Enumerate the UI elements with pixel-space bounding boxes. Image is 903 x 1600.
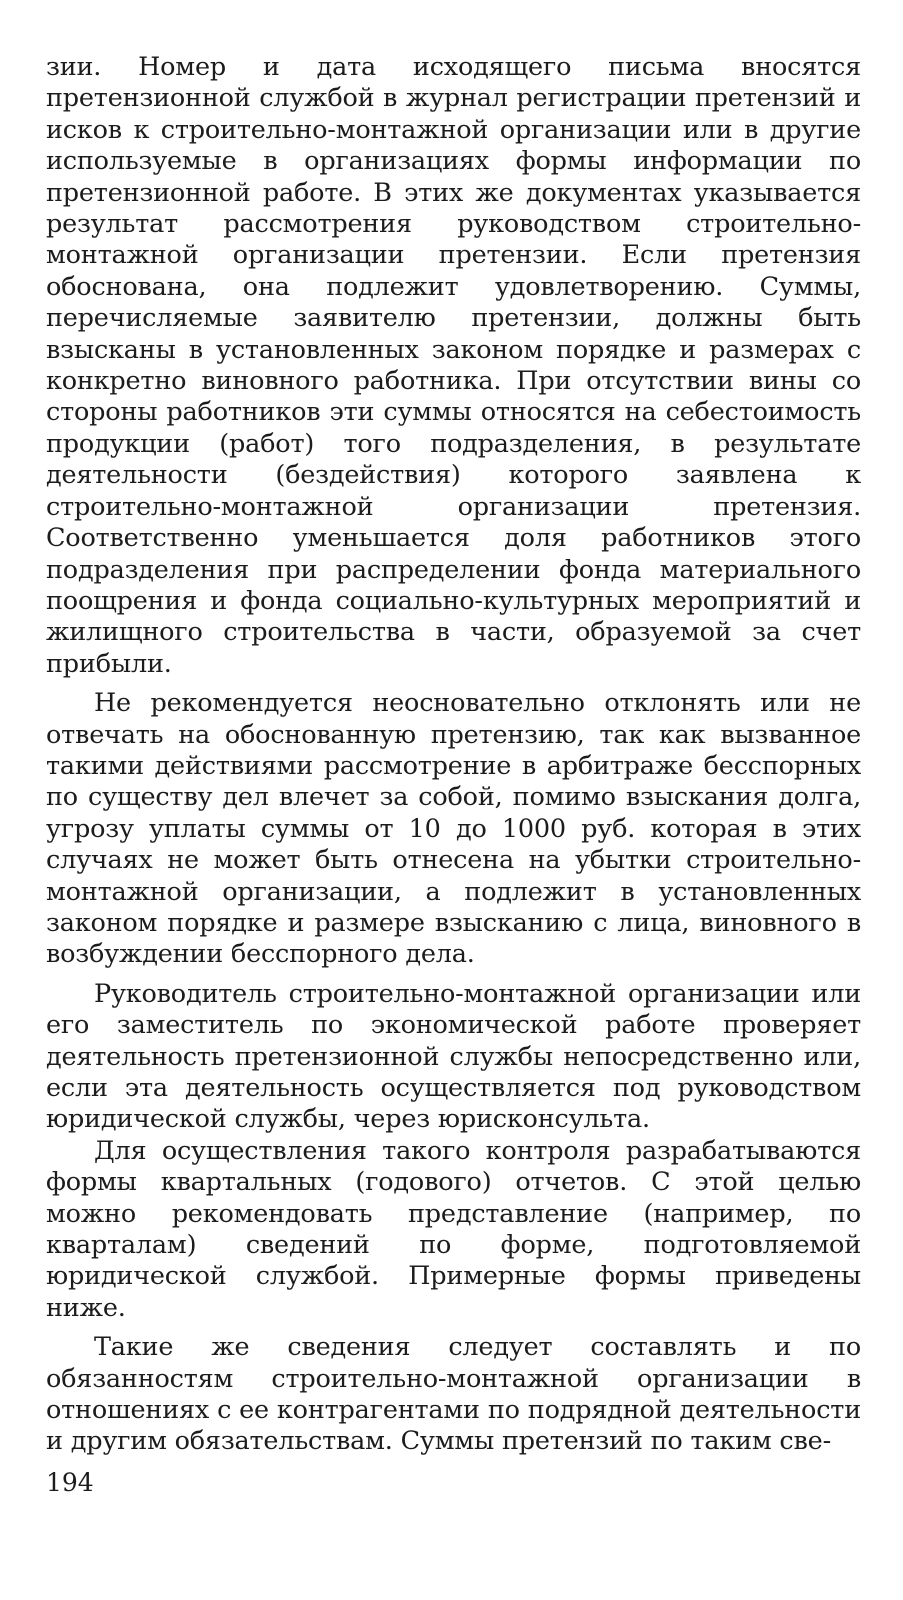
paragraph-3: Руководитель строительно-монтажной организации или его заместитель по экономической работе проверяет деятельность претензионной службы непосредственно или, если эта деятельность осуществляется под руководством юридической службы, через юрисконсульта. xyxy=(46,978,861,1135)
paragraph-4: Для осуществления такого контроля разрабатываются формы квартальных (годового) отчетов. С этой целью можно рекомендовать представление (например, по кварталам) сведений по форме, подготовляемой юридической службой. Примерные формы приведены ниже. xyxy=(46,1135,861,1323)
paragraph-5: Такие же сведения следует составлять и по обязанностям строительно-монтажной организации в отношениях с ее контрагентами по подрядной деятельности и другим обязательствам. Суммы претензий по таким све- xyxy=(46,1332,861,1457)
page-body xyxy=(46,52,861,1458)
paragraph-2: Не рекомендуется неосновательно отклонять или не отвечать на обоснованную претензию, так как вызванное такими действиями рассмотрение в арбитраже бесспорных по существу дел влечет за собой, помимо взыскания долга, угрозу уплаты суммы от 10 до 1000 руб. которая в этих случаях не может быть отнесена на убытки строительно-монтажной организации, а подлежит в установленных законом порядке и размере взысканию с лица, виновного в возбуждении бесспорного дела. xyxy=(46,688,861,970)
paragraph-1: зии. Номер и дата исходящего письма вносятся претензионной службой в журнал регистрации претензий и исков к строительно-монтажной организации или в другие используемые в организациях формы информации по претензионной работе. В этих же документах указывается результат рассмотрения руководством строительно-монтажной организации претензии. Если претензия обоснована, она подлежит удовлетворению. Суммы, перечисляемые заявителю претензии, должны быть взысканы в установленных законом порядке и размерах с конкретно виновного работника. При отсутствии вины со стороны работников эти суммы относятся на себестоимость продукции (работ) того подразделения, в результате деятельности (бездействия) которого заявлена к строительно-монтажной организации претензия. Соответственно уменьшается доля работников этого подразделения при распределении фонда материального поощрения и фонда социально-культурных мероприятий и жилищного строительства в части, образуемой за счет прибыли. xyxy=(46,52,861,679)
page-number: 194 xyxy=(46,1468,94,1497)
